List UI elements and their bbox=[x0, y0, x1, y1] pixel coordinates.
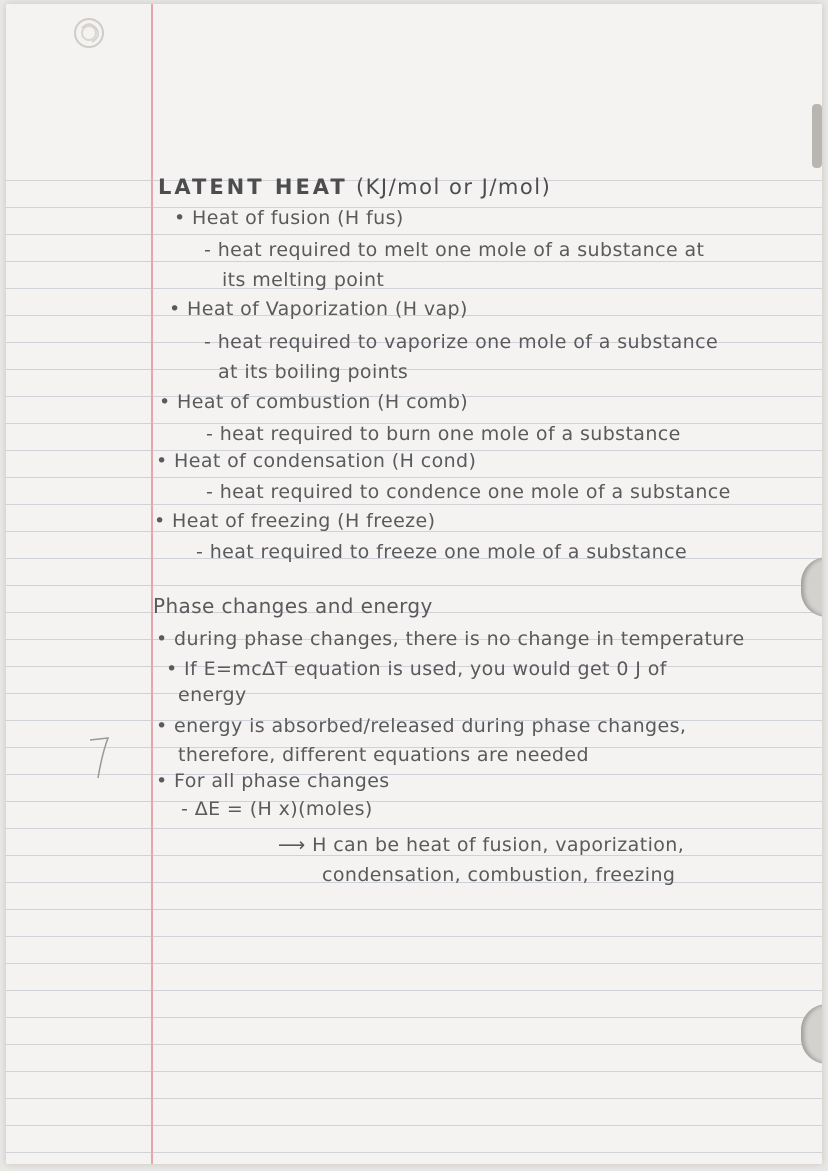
note-line: • Heat of combustion (H comb) bbox=[159, 391, 469, 413]
page-header-area bbox=[6, 4, 822, 156]
title-main: LATENT HEAT bbox=[158, 175, 348, 199]
note-line: • Heat of Vaporization (H vap) bbox=[169, 298, 468, 320]
note-line: - heat required to freeze one mole of a substance bbox=[196, 541, 688, 563]
note-line: - heat required to vaporize one mole of a substance bbox=[204, 331, 719, 353]
notebook-page bbox=[6, 4, 822, 1164]
note-line: • Heat of fusion (H fus) bbox=[174, 207, 404, 229]
binder-hole bbox=[801, 1004, 822, 1064]
page-title bbox=[158, 176, 551, 198]
note-line: its melting point bbox=[222, 269, 385, 291]
note-line: condensation, combustion, freezing bbox=[322, 864, 676, 886]
note-line: • For all phase changes bbox=[156, 770, 390, 792]
note-line: • Heat of condensation (H cond) bbox=[156, 450, 477, 472]
note-line: • energy is absorbed/released during phase changes, bbox=[156, 715, 687, 737]
note-line: therefore, different equations are needed bbox=[178, 744, 589, 766]
brand-logo-icon bbox=[72, 16, 106, 50]
note-line: at its boiling points bbox=[218, 361, 409, 383]
note-line: • Heat of freezing (H freeze) bbox=[154, 510, 436, 532]
section-heading: Phase changes and energy bbox=[153, 594, 433, 618]
note-line: - heat required to condence one mole of a substance bbox=[206, 481, 731, 503]
title-units: (KJ/mol or J/mol) bbox=[355, 175, 552, 199]
binder-hole bbox=[801, 557, 822, 617]
note-line: ⟶ H can be heat of fusion, vaporization, bbox=[278, 834, 685, 856]
margin-line bbox=[151, 4, 153, 1164]
page-tab-edge bbox=[812, 104, 822, 168]
note-line: • If E=mcΔT equation is used, you would get 0 J of bbox=[166, 658, 667, 680]
note-line: - ΔE = (H x)(moles) bbox=[181, 798, 373, 820]
note-line: • during phase changes, there is no change in temperature bbox=[156, 628, 745, 650]
note-line: energy bbox=[178, 684, 247, 706]
note-line: - heat required to melt one mole of a substance at bbox=[204, 239, 705, 261]
pencil-mark bbox=[86, 734, 116, 784]
note-line: - heat required to burn one mole of a substance bbox=[206, 423, 681, 445]
